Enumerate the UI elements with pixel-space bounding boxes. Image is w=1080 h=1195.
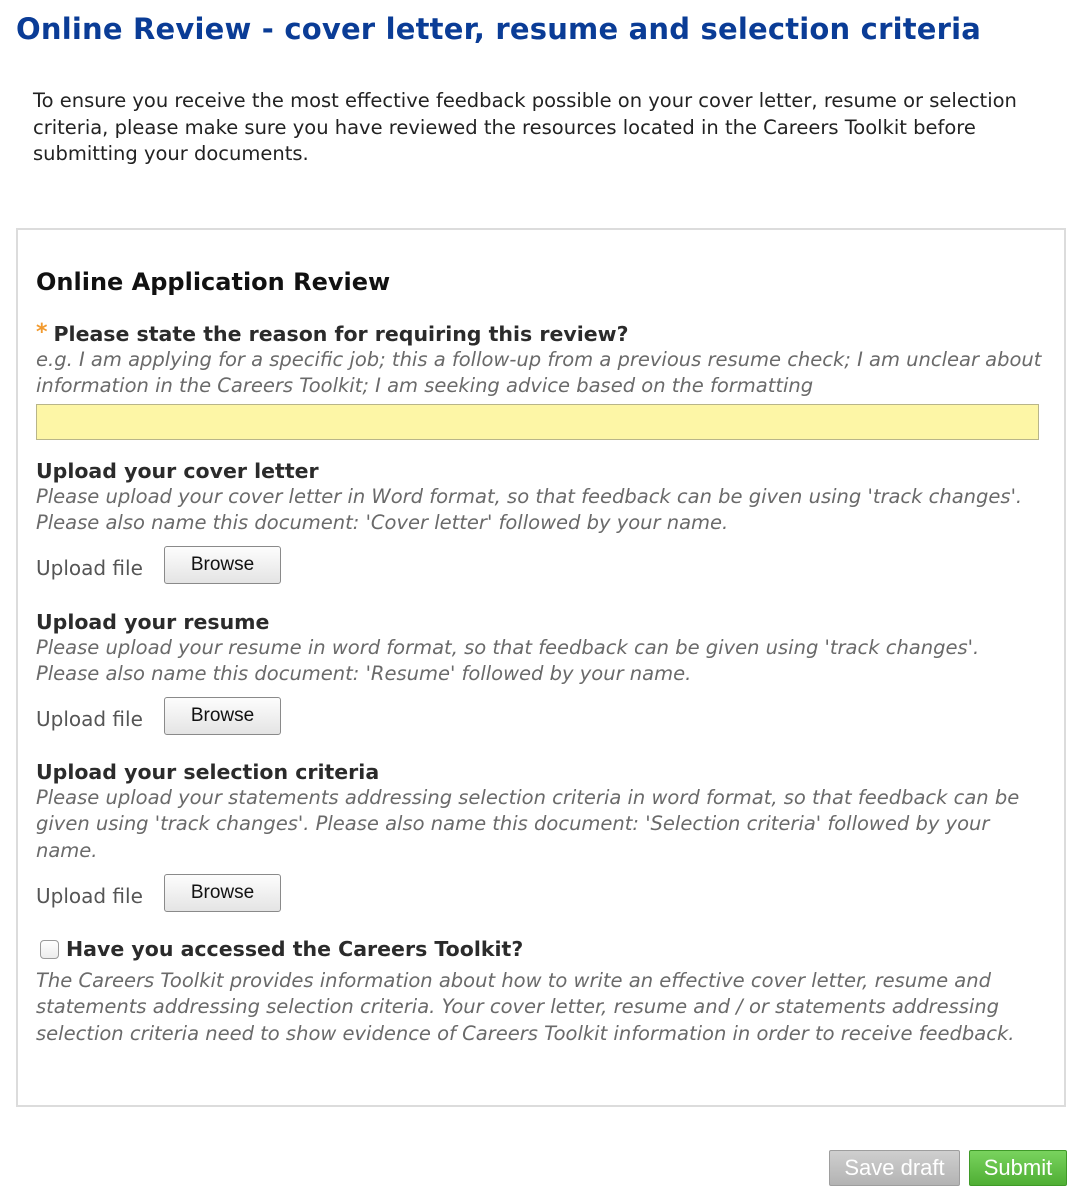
cover-letter-upload-label: Upload file — [36, 556, 143, 580]
application-review-form — [16, 228, 1066, 1107]
section-title: Online Application Review — [36, 268, 391, 296]
toolkit-checkbox[interactable] — [40, 940, 59, 959]
cover-letter-browse-button[interactable]: Browse — [164, 546, 281, 584]
reason-label-text: Please state the reason for requiring this review? — [53, 322, 629, 346]
resume-label: Upload your resume — [36, 610, 270, 634]
resume-upload-label: Upload file — [36, 707, 143, 731]
required-star-icon: * — [36, 320, 48, 345]
reason-input[interactable] — [36, 404, 1039, 440]
toolkit-label[interactable]: Have you accessed the Careers Toolkit? — [66, 937, 524, 961]
selection-criteria-label: Upload your selection criteria — [36, 760, 380, 784]
selection-criteria-help: Please upload your statements addressing selection criteria in word format, so that feedback can be given using 'track changes'. Please also name this document: 'Selection criteria' followed by your name. — [36, 786, 1020, 862]
page-title: Online Review - cover letter, resume and selection criteria — [16, 12, 982, 46]
cover-letter-help: Please upload your cover letter in Word format, so that feedback can be given using 'track changes'. Please also name this document: 'Cover letter' followed by your name. — [36, 485, 1023, 535]
selection-criteria-upload-row — [36, 873, 281, 913]
save-draft-button[interactable]: Save draft — [829, 1150, 960, 1186]
cover-letter-label: Upload your cover letter — [36, 459, 319, 483]
resume-help: Please upload your resume in word format, so that feedback can be given using 'track changes'. Please also name this document: 'Resume' followed by your name. — [36, 636, 980, 686]
reason-label — [36, 322, 629, 347]
resume-upload-row — [36, 696, 281, 736]
selection-criteria-upload-label: Upload file — [36, 884, 143, 908]
toolkit-row — [40, 937, 523, 961]
toolkit-help: The Careers Toolkit provides information about how to write an effective cover letter, resume and statements addressing selection criteria. Your cover letter, resume and / or statements addressing selection criteria need to show evidence of Careers Toolkit information in order to receive feedback. — [36, 969, 1015, 1045]
reason-help: e.g. I am applying for a specific job; this a follow-up from a previous resume check; I am unclear about information in the Careers Toolkit; I am seeking advice based on the formatting — [36, 348, 1042, 398]
cover-letter-upload-row — [36, 545, 281, 585]
submit-button[interactable]: Submit — [969, 1150, 1067, 1186]
selection-criteria-browse-button[interactable]: Browse — [164, 874, 281, 912]
intro-text: To ensure you receive the most effective feedback possible on your cover letter, resume or selection criteria, please make sure you have reviewed the resources located in the Careers Toolkit before submitting your documents. — [33, 89, 1017, 165]
resume-browse-button[interactable]: Browse — [164, 697, 281, 735]
